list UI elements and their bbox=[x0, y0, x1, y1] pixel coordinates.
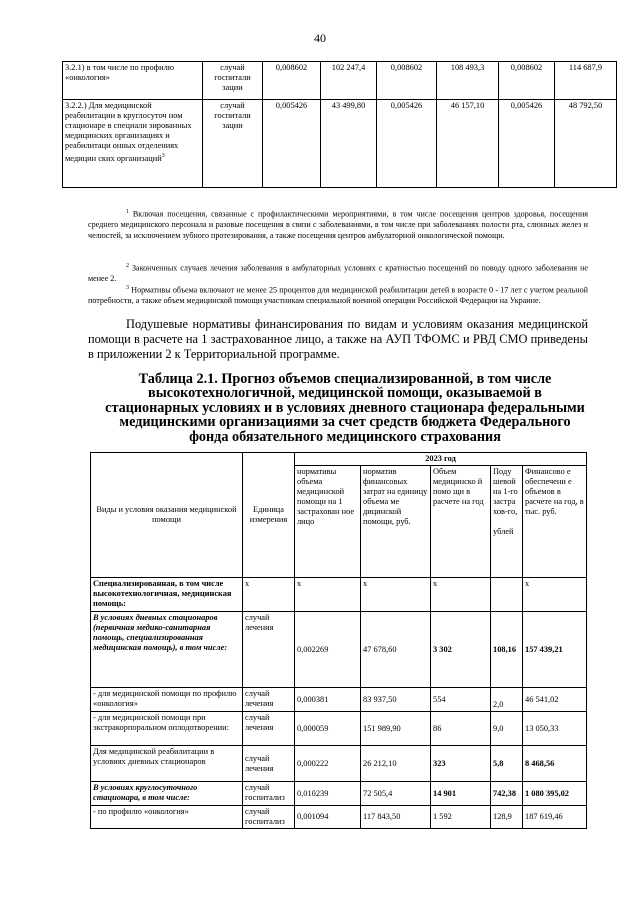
cell: 5,8 bbox=[491, 746, 523, 782]
row-name: 3.2.1) в том числе по профилю «онкология» bbox=[63, 62, 203, 100]
header-kind: Виды и условия оказания медицинской помощи bbox=[91, 453, 243, 578]
cell: 48 792,50 bbox=[555, 100, 617, 188]
row-name: - по профилю «онкология» bbox=[91, 806, 243, 829]
row-unit: случай лечения bbox=[243, 688, 295, 712]
row-name: В условиях дневных стационаров (первичная медико-санитарная помощь, специализированная медицинская помощь), в том числе: bbox=[91, 612, 243, 688]
footnote-1: $^1$ Включая посещения, связанные с профилактическими мероприятиями, в том числе посещения центров здоровья, посещения среднего медицинского персонала и разовые посещения в связи с заболеваниями, в том числе при заболеваниях полости рта, слюнных желез и челюстей, за исключением зубного протезирования, а также посещения центров амбулаторной онкологической помощи. bbox=[88, 209, 588, 240]
cell: 72 505,4 bbox=[361, 782, 431, 806]
header-norm-cost: норматив финансовых затрат на единицу объема ме дицинской помощи, руб. bbox=[361, 466, 431, 578]
cell: 0,005426 bbox=[499, 100, 555, 188]
cell: 323 bbox=[431, 746, 491, 782]
header-volume: Объем медицинско й помо щи в расчете на год bbox=[431, 466, 491, 578]
body-paragraph: Подушевые нормативы финансирования по видам и условиям оказания медицинской помощи в расчете на 1 застрахованное лицо, а также на АУП ТФОМС и РВД СМО приведены в приложении 2 к Территориальной программе. bbox=[88, 317, 588, 361]
cell: 47 678,60 bbox=[361, 612, 431, 688]
cell: 0,008602 bbox=[499, 62, 555, 100]
cell: 114 687,9 bbox=[555, 62, 617, 100]
cell: 26 212,10 bbox=[361, 746, 431, 782]
header-year: 2023 год bbox=[295, 453, 587, 466]
cell: 8 468,56 bbox=[523, 746, 587, 782]
page-number: 40 bbox=[314, 31, 326, 45]
header-norm-volume: нормативы объема медицинской помощи на 1 застрахован ное лицо bbox=[295, 466, 361, 578]
header-per-capita: Поду шевой на 1-го застра хов-го, ублей bbox=[491, 466, 523, 578]
cell: 108 493,3 bbox=[437, 62, 499, 100]
row-name: В условиях круглосуточного стационара, в том числе: bbox=[91, 782, 243, 806]
cell: 0,008602 bbox=[377, 62, 437, 100]
table-row bbox=[91, 612, 587, 688]
cell: 742,38 bbox=[491, 782, 523, 806]
cell: 554 bbox=[431, 688, 491, 712]
cell: х bbox=[295, 578, 361, 612]
row-unit: случай лечения bbox=[243, 746, 295, 782]
cell: 46 541,02 bbox=[523, 688, 587, 712]
cell: 0,001094 bbox=[295, 806, 361, 829]
cell: 14 901 bbox=[431, 782, 491, 806]
cell: 117 843,50 bbox=[361, 806, 431, 829]
header-unit: Единица измерения bbox=[243, 453, 295, 578]
cell: 3 302 bbox=[431, 612, 491, 688]
row-name: - для медицинской помощи по профилю «онкология» bbox=[91, 688, 243, 712]
row-unit: х bbox=[243, 578, 295, 612]
table-row bbox=[91, 578, 587, 612]
row-unit: случай госпитализ bbox=[243, 782, 295, 806]
cell bbox=[491, 578, 523, 612]
cell: 157 439,21 bbox=[523, 612, 587, 688]
table-row bbox=[91, 806, 587, 829]
cell: 102 247,4 bbox=[321, 62, 377, 100]
cell: 1 592 bbox=[431, 806, 491, 829]
table-row bbox=[91, 688, 587, 712]
row-unit: случай госпитали зации bbox=[203, 62, 263, 100]
cell: 0,000059 bbox=[295, 712, 361, 746]
header-finance: Финансово е обеспечени е объемов в расчете на год, в тыс. руб. bbox=[523, 466, 587, 578]
cell: 0,010239 bbox=[295, 782, 361, 806]
footnote-3: $^3$ Нормативы объема включают не менее 25 процентов для медицинской реабилитации детей в возрасте 0 - 17 лет с учетом реальной потребности, а также объем медицинской помощи участникам специальной военной операции Российской Федерации на Украине. bbox=[88, 285, 588, 306]
cell: 13 050,33 bbox=[523, 712, 587, 746]
cell: 0,008602 bbox=[263, 62, 321, 100]
cell: 0,002269 bbox=[295, 612, 361, 688]
table-row bbox=[63, 62, 617, 100]
cell: 43 499,80 bbox=[321, 100, 377, 188]
cell: 0,000222 bbox=[295, 746, 361, 782]
row-unit: случай госпитали зации bbox=[203, 100, 263, 188]
cell: 151 989,90 bbox=[361, 712, 431, 746]
cell: 83 937,50 bbox=[361, 688, 431, 712]
row-name: 3.2.2.) Для медицинской реабилитации в круглосуточ ном стационаре в специали зированных медицинских организациях и реабилитаци онных отделениях медицин ских организаций$^3$ bbox=[63, 100, 203, 188]
cell: 0,005426 bbox=[263, 100, 321, 188]
table-row bbox=[91, 782, 587, 806]
row-name: - для медицинской помощи при экстракорпоральном оплодотворении: bbox=[91, 712, 243, 746]
cell: 1 080 395,02 bbox=[523, 782, 587, 806]
table-row bbox=[91, 746, 587, 782]
table-continuation bbox=[62, 61, 617, 188]
cell: 0,000381 bbox=[295, 688, 361, 712]
header-row bbox=[91, 453, 587, 466]
footnote-2: $^2$ Законченных случаев лечения заболевания в амбулаторных условиях с кратностью посещений по поводу одного заболевания не менее 2. bbox=[88, 263, 589, 284]
table-title: Таблица 2.1. Прогноз объемов специализированной, в том числе высокотехнологичной, медицинской помощи, оказываемой в стационарных условиях и в условиях дневного стационара федеральными медицинскими организациями за счет средств бюджета Федерального фонда обязательного медицинского страхования bbox=[105, 371, 585, 445]
cell: 0,005426 bbox=[377, 100, 437, 188]
row-name: Для медицинской реабилитации в условиях дневных стационаров bbox=[91, 746, 243, 782]
table-row bbox=[91, 712, 587, 746]
table-row bbox=[63, 100, 617, 188]
row-name: Специализированная, в том числе высокотехнологичная, медицинская помощь: bbox=[91, 578, 243, 612]
cell: 108,16 bbox=[491, 612, 523, 688]
cell: 128,9 bbox=[491, 806, 523, 829]
cell: 9,0 bbox=[491, 712, 523, 746]
cell: 46 157,10 bbox=[437, 100, 499, 188]
cell: х bbox=[523, 578, 587, 612]
cell: х bbox=[361, 578, 431, 612]
cell: х bbox=[431, 578, 491, 612]
row-unit: случай лечения bbox=[243, 612, 295, 688]
forecast-table bbox=[90, 452, 587, 829]
cell: 2,0 bbox=[491, 688, 523, 712]
row-unit: случай госпитализ bbox=[243, 806, 295, 829]
cell: 86 bbox=[431, 712, 491, 746]
cell: 187 619,46 bbox=[523, 806, 587, 829]
row-unit: случай лечения bbox=[243, 712, 295, 746]
